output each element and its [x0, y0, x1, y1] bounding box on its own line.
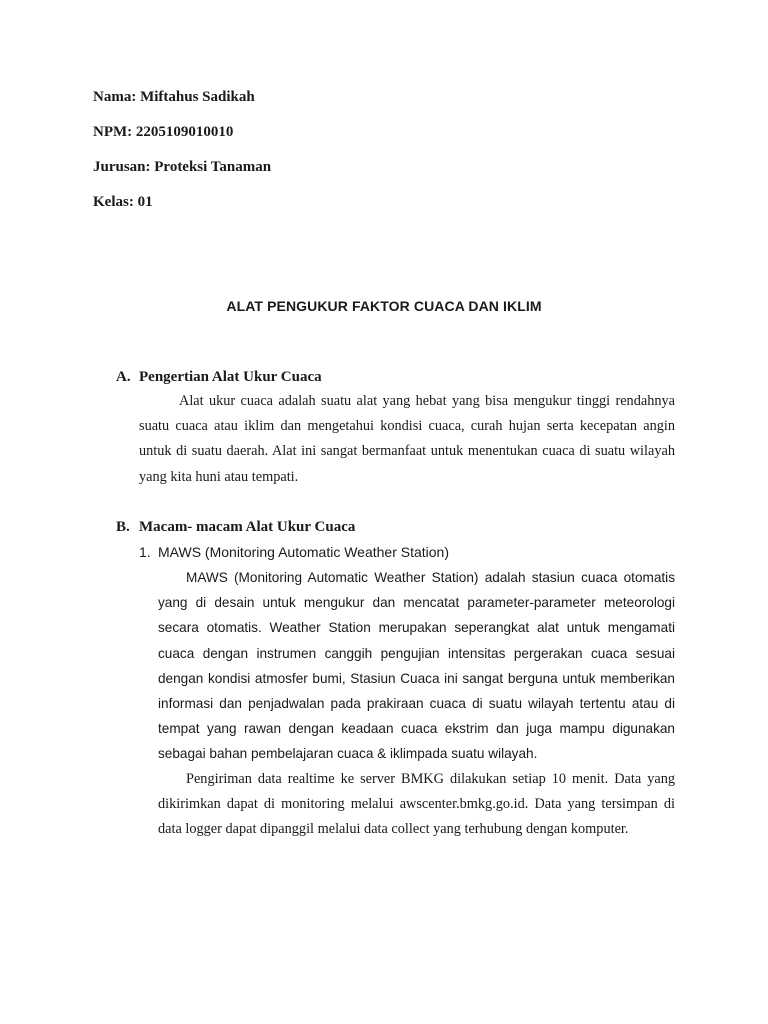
section-b-letter: B. — [116, 519, 130, 535]
student-name: Nama: Miftahus Sadikah — [93, 89, 255, 105]
item-1-paragraph-2: Pengiriman data realtime ke server BMKG dilakukan setiap 10 menit. Data yang dikirimkan dapat di monitoring melalui awscenter.bmkg.go.id. Data yang tersimpan di data logger dapat dipanggil melalui data collect yang terhubung dengan komputer. — [158, 771, 675, 838]
section-a-paragraph: Alat ukur cuaca adalah suatu alat yang hebat yang bisa mengukur tinggi rendahnya suatu cuaca atau iklim dan mengetahui kondisi cuaca, curah hujan serta kecepatan angin untuk di suatu daerah. Alat ini sangat bermanfaat untuk menentukan cuaca di suatu wilayah yang kita huni atau tempati. — [139, 393, 675, 485]
document-title: ALAT PENGUKUR FAKTOR CUACA DAN IKLIM — [226, 298, 542, 314]
item-1-number: 1. — [139, 544, 151, 560]
section-a-title: Pengertian Alat Ukur Cuaca — [139, 369, 322, 385]
student-npm: NPM: 2205109010010 — [93, 124, 234, 140]
item-1-title: MAWS (Monitoring Automatic Weather Station) — [158, 544, 449, 560]
item-1-heading — [139, 543, 449, 561]
section-a-heading — [116, 368, 322, 386]
section-b-title: Macam- macam Alat Ukur Cuaca — [139, 519, 356, 535]
section-a-letter: A. — [116, 369, 131, 385]
section-b-heading — [116, 518, 355, 536]
item-1-paragraph-1: MAWS (Monitoring Automatic Weather Station) adalah stasiun cuaca otomatis yang di desain untuk mengukur dan mencatat parameter-parameter meteorologi secara otomatis. Weather Station merupakan seperangkat alat untuk mengamati cuaca dengan instrumen canggih pengujian intensitas pergerakan cuaca sesuai dengan kondisi atmosfer bumi, Stasiun Cuaca ini sangat berguna untuk memberikan informasi dan penjadwalan pada prakiraan cuaca di suatu wilayah tertentu atau di tempat yang rawan dengan keadaan cuaca ekstrim dan juga mampu digunakan sebagai bahan pembelajaran cuaca & iklimpada suatu wilayah. — [158, 570, 675, 762]
student-class: Kelas: 01 — [93, 194, 153, 210]
student-department: Jurusan: Proteksi Tanaman — [93, 159, 272, 175]
